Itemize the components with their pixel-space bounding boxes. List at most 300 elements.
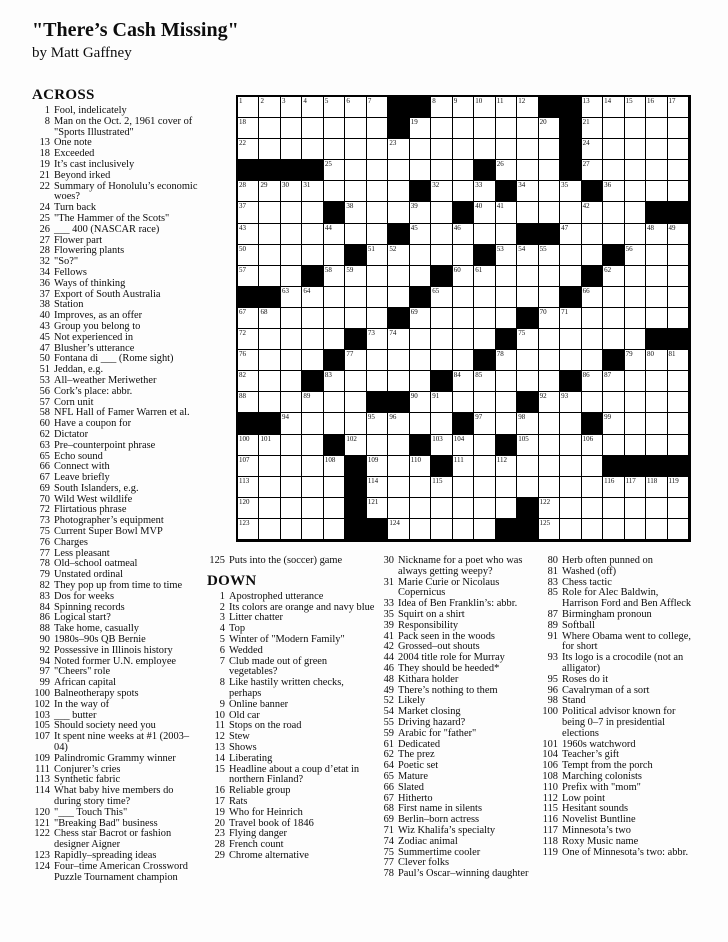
- grid-cell[interactable]: [238, 224, 259, 245]
- grid-cell[interactable]: [431, 392, 452, 413]
- grid-cell[interactable]: [603, 224, 624, 245]
- grid-cell[interactable]: [603, 266, 624, 287]
- grid-cell[interactable]: [517, 266, 538, 287]
- grid-cell[interactable]: [345, 371, 366, 392]
- grid-cell[interactable]: [474, 371, 495, 392]
- grid-cell[interactable]: [367, 413, 388, 434]
- grid-cell[interactable]: [367, 456, 388, 477]
- grid-cell[interactable]: [560, 413, 581, 434]
- grid-cell[interactable]: [539, 139, 560, 160]
- grid-cell[interactable]: [259, 118, 280, 139]
- grid-cell[interactable]: [388, 287, 409, 308]
- grid-cell[interactable]: [496, 371, 517, 392]
- grid-cell[interactable]: [324, 287, 345, 308]
- grid-cell[interactable]: [496, 118, 517, 139]
- grid-cell[interactable]: [431, 413, 452, 434]
- grid-cell[interactable]: [431, 308, 452, 329]
- grid-cell[interactable]: [238, 139, 259, 160]
- grid-cell[interactable]: [259, 371, 280, 392]
- grid-cell[interactable]: [302, 435, 323, 456]
- grid-cell[interactable]: [324, 498, 345, 519]
- grid-cell[interactable]: [517, 139, 538, 160]
- grid-cell[interactable]: [324, 308, 345, 329]
- grid-cell[interactable]: [625, 392, 646, 413]
- grid-cell[interactable]: [668, 413, 689, 434]
- grid-cell[interactable]: [603, 435, 624, 456]
- grid-cell[interactable]: [431, 97, 452, 118]
- grid-cell[interactable]: [496, 477, 517, 498]
- grid-cell[interactable]: [259, 308, 280, 329]
- grid-cell[interactable]: [517, 435, 538, 456]
- grid-cell[interactable]: [625, 160, 646, 181]
- grid-cell[interactable]: [582, 456, 603, 477]
- grid-cell[interactable]: [367, 350, 388, 371]
- grid-cell[interactable]: [646, 308, 667, 329]
- grid-cell[interactable]: [281, 97, 302, 118]
- grid-cell[interactable]: [474, 392, 495, 413]
- grid-cell[interactable]: [474, 519, 495, 540]
- grid-cell[interactable]: [625, 118, 646, 139]
- grid-cell[interactable]: [603, 477, 624, 498]
- grid-cell[interactable]: [517, 413, 538, 434]
- grid-cell[interactable]: [367, 477, 388, 498]
- grid-cell[interactable]: [431, 477, 452, 498]
- grid-cell[interactable]: [410, 160, 431, 181]
- grid-cell[interactable]: [560, 181, 581, 202]
- grid-cell[interactable]: [539, 118, 560, 139]
- grid-cell[interactable]: [517, 97, 538, 118]
- grid-cell[interactable]: [259, 139, 280, 160]
- grid-cell[interactable]: [410, 371, 431, 392]
- grid-cell[interactable]: [281, 118, 302, 139]
- grid-cell[interactable]: [453, 245, 474, 266]
- grid-cell[interactable]: [367, 329, 388, 350]
- grid-cell[interactable]: [281, 350, 302, 371]
- grid-cell[interactable]: [453, 97, 474, 118]
- grid-cell[interactable]: [668, 97, 689, 118]
- grid-cell[interactable]: [582, 118, 603, 139]
- grid-cell[interactable]: [474, 435, 495, 456]
- grid-cell[interactable]: [324, 519, 345, 540]
- grid-cell[interactable]: [496, 266, 517, 287]
- grid-cell[interactable]: [453, 224, 474, 245]
- grid-cell[interactable]: [539, 477, 560, 498]
- grid-cell[interactable]: [474, 456, 495, 477]
- grid-cell[interactable]: [582, 519, 603, 540]
- grid-cell[interactable]: [259, 392, 280, 413]
- grid-cell[interactable]: [625, 477, 646, 498]
- grid-cell[interactable]: [603, 160, 624, 181]
- grid-cell[interactable]: [281, 308, 302, 329]
- grid-cell[interactable]: [388, 435, 409, 456]
- grid-cell[interactable]: [324, 371, 345, 392]
- grid-cell[interactable]: [517, 118, 538, 139]
- grid-cell[interactable]: [625, 413, 646, 434]
- grid-cell[interactable]: [238, 477, 259, 498]
- grid-cell[interactable]: [496, 224, 517, 245]
- grid-cell[interactable]: [517, 245, 538, 266]
- grid-cell[interactable]: [496, 287, 517, 308]
- grid-cell[interactable]: [367, 224, 388, 245]
- grid-cell[interactable]: [324, 139, 345, 160]
- grid-cell[interactable]: [453, 477, 474, 498]
- grid-cell[interactable]: [496, 350, 517, 371]
- grid-cell[interactable]: [496, 308, 517, 329]
- grid-cell[interactable]: [367, 181, 388, 202]
- grid-cell[interactable]: [324, 413, 345, 434]
- grid-cell[interactable]: [281, 245, 302, 266]
- grid-cell[interactable]: [238, 371, 259, 392]
- grid-cell[interactable]: [539, 456, 560, 477]
- grid-cell[interactable]: [388, 202, 409, 223]
- grid-cell[interactable]: [496, 413, 517, 434]
- grid-cell[interactable]: [410, 477, 431, 498]
- grid-cell[interactable]: [560, 245, 581, 266]
- grid-cell[interactable]: [388, 456, 409, 477]
- grid-cell[interactable]: [474, 498, 495, 519]
- grid-cell[interactable]: [410, 118, 431, 139]
- grid-cell[interactable]: [560, 224, 581, 245]
- grid-cell[interactable]: [259, 202, 280, 223]
- grid-cell[interactable]: [281, 287, 302, 308]
- grid-cell[interactable]: [517, 371, 538, 392]
- grid-cell[interactable]: [582, 202, 603, 223]
- grid-cell[interactable]: [582, 350, 603, 371]
- grid-cell[interactable]: [238, 392, 259, 413]
- grid-cell[interactable]: [388, 519, 409, 540]
- grid-cell[interactable]: [560, 202, 581, 223]
- grid-cell[interactable]: [453, 371, 474, 392]
- grid-cell[interactable]: [474, 329, 495, 350]
- grid-cell[interactable]: [668, 308, 689, 329]
- grid-cell[interactable]: [474, 97, 495, 118]
- grid-cell[interactable]: [302, 350, 323, 371]
- grid-cell[interactable]: [517, 287, 538, 308]
- grid-cell[interactable]: [474, 308, 495, 329]
- grid-cell[interactable]: [431, 519, 452, 540]
- grid-cell[interactable]: [474, 118, 495, 139]
- grid-cell[interactable]: [367, 308, 388, 329]
- grid-cell[interactable]: [453, 435, 474, 456]
- grid-cell[interactable]: [431, 118, 452, 139]
- grid-cell[interactable]: [560, 350, 581, 371]
- grid-cell[interactable]: [238, 181, 259, 202]
- grid-cell[interactable]: [238, 456, 259, 477]
- grid-cell[interactable]: [668, 287, 689, 308]
- grid-cell[interactable]: [302, 118, 323, 139]
- grid-cell[interactable]: [517, 456, 538, 477]
- grid-cell[interactable]: [324, 245, 345, 266]
- grid-cell[interactable]: [603, 139, 624, 160]
- grid-cell[interactable]: [646, 413, 667, 434]
- grid-cell[interactable]: [453, 329, 474, 350]
- grid-cell[interactable]: [345, 413, 366, 434]
- grid-cell[interactable]: [345, 97, 366, 118]
- grid-cell[interactable]: [302, 477, 323, 498]
- grid-cell[interactable]: [582, 160, 603, 181]
- grid-cell[interactable]: [259, 224, 280, 245]
- grid-cell[interactable]: [474, 224, 495, 245]
- grid-cell[interactable]: [324, 456, 345, 477]
- grid-cell[interactable]: [388, 371, 409, 392]
- grid-cell[interactable]: [496, 202, 517, 223]
- grid-cell[interactable]: [625, 519, 646, 540]
- grid-cell[interactable]: [388, 181, 409, 202]
- grid-cell[interactable]: [259, 97, 280, 118]
- grid-cell[interactable]: [582, 97, 603, 118]
- grid-cell[interactable]: [281, 477, 302, 498]
- grid-cell[interactable]: [281, 181, 302, 202]
- grid-cell[interactable]: [603, 413, 624, 434]
- grid-cell[interactable]: [668, 160, 689, 181]
- grid-cell[interactable]: [259, 245, 280, 266]
- grid-cell[interactable]: [431, 287, 452, 308]
- grid-cell[interactable]: [259, 329, 280, 350]
- grid-cell[interactable]: [603, 202, 624, 223]
- grid-cell[interactable]: [324, 224, 345, 245]
- grid-cell[interactable]: [496, 456, 517, 477]
- grid-cell[interactable]: [625, 181, 646, 202]
- grid-cell[interactable]: [388, 266, 409, 287]
- grid-cell[interactable]: [388, 329, 409, 350]
- grid-cell[interactable]: [388, 498, 409, 519]
- grid-cell[interactable]: [238, 329, 259, 350]
- grid-cell[interactable]: [517, 160, 538, 181]
- grid-cell[interactable]: [560, 519, 581, 540]
- grid-cell[interactable]: [345, 139, 366, 160]
- grid-cell[interactable]: [302, 287, 323, 308]
- grid-cell[interactable]: [582, 245, 603, 266]
- grid-cell[interactable]: [539, 202, 560, 223]
- grid-cell[interactable]: [625, 435, 646, 456]
- grid-cell[interactable]: [560, 266, 581, 287]
- grid-cell[interactable]: [431, 245, 452, 266]
- grid-cell[interactable]: [410, 139, 431, 160]
- grid-cell[interactable]: [496, 160, 517, 181]
- grid-cell[interactable]: [646, 224, 667, 245]
- grid-cell[interactable]: [238, 266, 259, 287]
- grid-cell[interactable]: [324, 329, 345, 350]
- grid-cell[interactable]: [453, 308, 474, 329]
- grid-cell[interactable]: [367, 118, 388, 139]
- grid-cell[interactable]: [367, 139, 388, 160]
- grid-cell[interactable]: [582, 308, 603, 329]
- grid-cell[interactable]: [453, 266, 474, 287]
- grid-cell[interactable]: [281, 413, 302, 434]
- grid-cell[interactable]: [668, 245, 689, 266]
- grid-cell[interactable]: [646, 371, 667, 392]
- grid-cell[interactable]: [668, 181, 689, 202]
- grid-cell[interactable]: [345, 181, 366, 202]
- grid-cell[interactable]: [238, 308, 259, 329]
- grid-cell[interactable]: [453, 160, 474, 181]
- grid-cell[interactable]: [281, 519, 302, 540]
- grid-cell[interactable]: [302, 202, 323, 223]
- grid-cell[interactable]: [517, 329, 538, 350]
- grid-cell[interactable]: [410, 350, 431, 371]
- grid-cell[interactable]: [625, 371, 646, 392]
- grid-cell[interactable]: [646, 350, 667, 371]
- grid-cell[interactable]: [259, 435, 280, 456]
- grid-cell[interactable]: [410, 413, 431, 434]
- grid-cell[interactable]: [539, 350, 560, 371]
- grid-cell[interactable]: [560, 456, 581, 477]
- grid-cell[interactable]: [324, 266, 345, 287]
- grid-cell[interactable]: [302, 224, 323, 245]
- grid-cell[interactable]: [496, 97, 517, 118]
- grid-cell[interactable]: [517, 350, 538, 371]
- grid-cell[interactable]: [431, 160, 452, 181]
- grid-cell[interactable]: [302, 308, 323, 329]
- grid-cell[interactable]: [560, 329, 581, 350]
- grid-cell[interactable]: [603, 498, 624, 519]
- grid-cell[interactable]: [345, 350, 366, 371]
- grid-cell[interactable]: [646, 97, 667, 118]
- grid-cell[interactable]: [259, 498, 280, 519]
- grid-cell[interactable]: [431, 202, 452, 223]
- grid-cell[interactable]: [259, 477, 280, 498]
- grid-cell[interactable]: [345, 435, 366, 456]
- grid-cell[interactable]: [582, 287, 603, 308]
- grid-cell[interactable]: [539, 266, 560, 287]
- grid-cell[interactable]: [367, 435, 388, 456]
- grid-cell[interactable]: [625, 498, 646, 519]
- grid-cell[interactable]: [410, 308, 431, 329]
- grid-cell[interactable]: [517, 202, 538, 223]
- grid-cell[interactable]: [259, 519, 280, 540]
- grid-cell[interactable]: [324, 160, 345, 181]
- grid-cell[interactable]: [603, 329, 624, 350]
- grid-cell[interactable]: [238, 498, 259, 519]
- grid-cell[interactable]: [259, 181, 280, 202]
- grid-cell[interactable]: [410, 456, 431, 477]
- grid-cell[interactable]: [646, 519, 667, 540]
- grid-cell[interactable]: [345, 308, 366, 329]
- grid-cell[interactable]: [345, 160, 366, 181]
- grid-cell[interactable]: [345, 202, 366, 223]
- grid-cell[interactable]: [324, 181, 345, 202]
- grid-cell[interactable]: [281, 266, 302, 287]
- grid-cell[interactable]: [431, 139, 452, 160]
- grid-cell[interactable]: [431, 224, 452, 245]
- grid-cell[interactable]: [668, 498, 689, 519]
- grid-cell[interactable]: [324, 392, 345, 413]
- grid-cell[interactable]: [646, 498, 667, 519]
- grid-cell[interactable]: [668, 350, 689, 371]
- grid-cell[interactable]: [238, 97, 259, 118]
- grid-cell[interactable]: [324, 118, 345, 139]
- grid-cell[interactable]: [668, 435, 689, 456]
- grid-cell[interactable]: [367, 287, 388, 308]
- grid-cell[interactable]: [582, 139, 603, 160]
- grid-cell[interactable]: [259, 350, 280, 371]
- grid-cell[interactable]: [560, 477, 581, 498]
- grid-cell[interactable]: [474, 477, 495, 498]
- grid-cell[interactable]: [496, 245, 517, 266]
- grid-cell[interactable]: [453, 139, 474, 160]
- grid-cell[interactable]: [281, 139, 302, 160]
- grid-cell[interactable]: [582, 224, 603, 245]
- grid-cell[interactable]: [646, 287, 667, 308]
- grid-cell[interactable]: [345, 224, 366, 245]
- grid-cell[interactable]: [281, 435, 302, 456]
- grid-cell[interactable]: [625, 245, 646, 266]
- grid-cell[interactable]: [259, 456, 280, 477]
- grid-cell[interactable]: [453, 392, 474, 413]
- grid-cell[interactable]: [302, 139, 323, 160]
- grid-cell[interactable]: [582, 329, 603, 350]
- grid-cell[interactable]: [496, 392, 517, 413]
- grid-cell[interactable]: [668, 392, 689, 413]
- grid-cell[interactable]: [453, 287, 474, 308]
- grid-cell[interactable]: [474, 202, 495, 223]
- grid-cell[interactable]: [646, 245, 667, 266]
- grid-cell[interactable]: [539, 329, 560, 350]
- grid-cell[interactable]: [646, 139, 667, 160]
- grid-cell[interactable]: [625, 224, 646, 245]
- grid-cell[interactable]: [668, 139, 689, 160]
- grid-cell[interactable]: [431, 329, 452, 350]
- grid-cell[interactable]: [367, 202, 388, 223]
- grid-cell[interactable]: [560, 392, 581, 413]
- grid-cell[interactable]: [410, 498, 431, 519]
- grid-cell[interactable]: [539, 160, 560, 181]
- grid-cell[interactable]: [668, 266, 689, 287]
- grid-cell[interactable]: [410, 519, 431, 540]
- grid-cell[interactable]: [539, 519, 560, 540]
- grid-cell[interactable]: [603, 371, 624, 392]
- grid-cell[interactable]: [453, 456, 474, 477]
- grid-cell[interactable]: [345, 118, 366, 139]
- grid-cell[interactable]: [302, 97, 323, 118]
- grid-cell[interactable]: [582, 477, 603, 498]
- grid-cell[interactable]: [453, 498, 474, 519]
- grid-cell[interactable]: [453, 181, 474, 202]
- grid-cell[interactable]: [453, 350, 474, 371]
- grid-cell[interactable]: [302, 498, 323, 519]
- grid-cell[interactable]: [582, 371, 603, 392]
- grid-cell[interactable]: [324, 477, 345, 498]
- grid-cell[interactable]: [646, 435, 667, 456]
- grid-cell[interactable]: [603, 287, 624, 308]
- grid-cell[interactable]: [560, 498, 581, 519]
- grid-cell[interactable]: [259, 266, 280, 287]
- grid-cell[interactable]: [281, 329, 302, 350]
- grid-cell[interactable]: [539, 413, 560, 434]
- grid-cell[interactable]: [603, 308, 624, 329]
- grid-cell[interactable]: [367, 371, 388, 392]
- grid-cell[interactable]: [474, 181, 495, 202]
- grid-cell[interactable]: [302, 181, 323, 202]
- grid-cell[interactable]: [388, 477, 409, 498]
- grid-cell[interactable]: [388, 139, 409, 160]
- grid-cell[interactable]: [431, 435, 452, 456]
- grid-cell[interactable]: [367, 266, 388, 287]
- grid-cell[interactable]: [603, 392, 624, 413]
- grid-cell[interactable]: [668, 371, 689, 392]
- grid-cell[interactable]: [625, 97, 646, 118]
- grid-cell[interactable]: [453, 519, 474, 540]
- grid-cell[interactable]: [668, 224, 689, 245]
- grid-cell[interactable]: [474, 287, 495, 308]
- grid-cell[interactable]: [625, 350, 646, 371]
- grid-cell[interactable]: [281, 202, 302, 223]
- grid-cell[interactable]: [345, 287, 366, 308]
- grid-cell[interactable]: [281, 456, 302, 477]
- grid-cell[interactable]: [431, 350, 452, 371]
- grid-cell[interactable]: [668, 118, 689, 139]
- grid-cell[interactable]: [302, 329, 323, 350]
